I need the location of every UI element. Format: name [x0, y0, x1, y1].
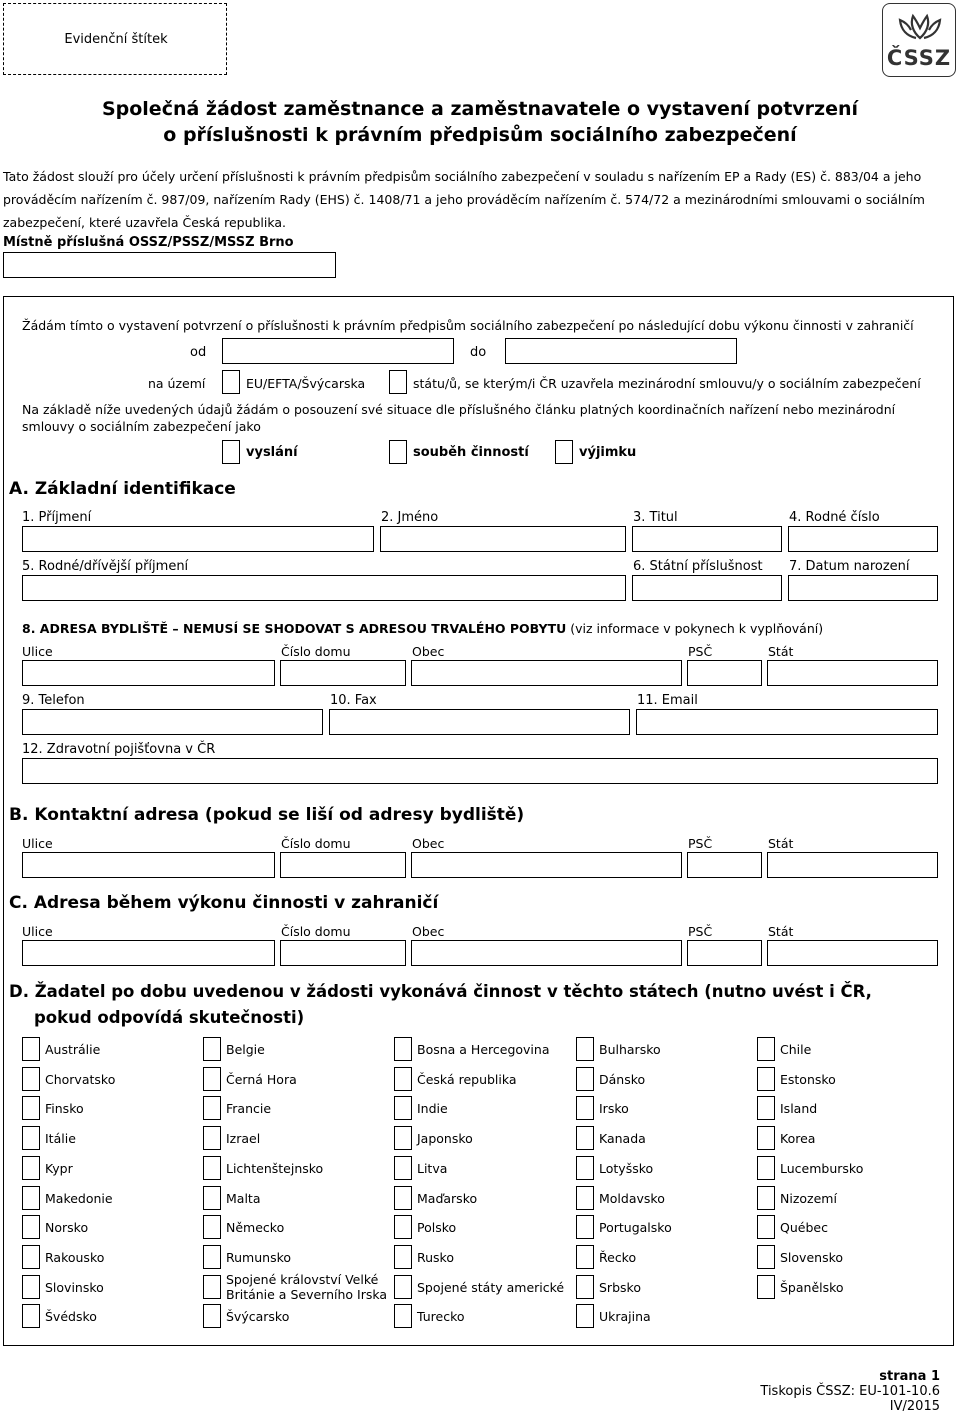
contact-street-label: Ulice [22, 836, 53, 851]
abroad-street-field[interactable] [22, 940, 275, 966]
residence-zip-label: PSČ [688, 644, 713, 659]
country-label: Norsko [45, 1220, 89, 1236]
fax-label: 10. Fax [330, 693, 377, 708]
country-label: Indie [417, 1101, 448, 1117]
surname-label: 1. Příjmení [22, 510, 92, 525]
country-label: Kanada [599, 1131, 646, 1147]
country-label: Řecko [599, 1249, 637, 1265]
country-label: Černá Hora [226, 1071, 297, 1087]
intro-text [3, 165, 953, 234]
residence-heading-note: (viz informace v pokynech k vyplňování) [566, 621, 824, 636]
country-label: Moldavsko [599, 1190, 665, 1206]
country-checkbox[interactable] [757, 1215, 775, 1239]
phone-label: 9. Telefon [22, 693, 85, 708]
contact-city-label: Obec [412, 836, 445, 851]
country-label: Austrálie [45, 1042, 101, 1057]
country-label: Itálie [45, 1131, 76, 1147]
country-label: Kypr [45, 1160, 73, 1176]
office-label: Místně příslušná OSSZ/PSSZ/MSSZ Brno [3, 235, 294, 250]
title-field[interactable] [632, 526, 782, 552]
contact-state-label: Stát [768, 836, 794, 851]
country-label: Slovinsko [45, 1279, 104, 1295]
country-checkbox[interactable] [22, 1275, 40, 1299]
abroad-house-field[interactable] [280, 940, 406, 966]
to-date-field[interactable] [505, 338, 737, 364]
country-checkbox[interactable] [576, 1275, 594, 1299]
page-number: strana 1 [879, 1369, 940, 1384]
form-title [0, 96, 960, 148]
country-checkbox[interactable] [203, 1156, 221, 1180]
country-checkbox[interactable] [757, 1275, 775, 1299]
country-checkbox[interactable] [22, 1215, 40, 1239]
country-label: Korea [780, 1131, 816, 1147]
office-field[interactable] [3, 252, 336, 278]
request-text: Žádám tímto o vystavení potvrzení o příslušnosti k právním předpisům sociálního zabezpečení po následující dobu výkonu činnosti v zahraničí [22, 318, 914, 333]
title-line1: Společná žádost zaměstnance a zaměstnavatele o vystavení potvrzení [101, 98, 859, 120]
country-checkbox[interactable] [757, 1156, 775, 1180]
country-checkbox[interactable] [203, 1186, 221, 1210]
country-checkbox[interactable] [576, 1156, 594, 1180]
country-checkbox[interactable] [203, 1037, 221, 1061]
country-checkbox[interactable] [757, 1126, 775, 1150]
country-label: Nizozemí [780, 1190, 837, 1206]
fax-field[interactable] [329, 709, 630, 735]
basis-line1: Na základě níže uvedených údajů žádám o posouzení své situace dle příslušného článku platných koordinačních nařízení nebo mezinárodní [22, 402, 896, 417]
country-label: Finsko [45, 1101, 84, 1117]
country-checkbox[interactable] [394, 1096, 412, 1120]
abroad-city-label: Obec [412, 924, 445, 939]
territory-eu-label: EU/EFTA/Švýcarska [246, 376, 366, 391]
country-checkbox[interactable] [757, 1037, 775, 1061]
country-checkbox[interactable] [22, 1037, 40, 1061]
country-label: Chile [780, 1042, 812, 1057]
section-b-heading: B. Kontaktní adresa (pokud se liší od adresy bydliště) [9, 805, 525, 825]
country-label: Švýcarsko [226, 1309, 290, 1325]
sticker-box [3, 3, 227, 75]
country-checkbox[interactable] [203, 1067, 221, 1091]
country-label: Slovensko [780, 1249, 844, 1265]
basis-line2: smlouvy o sociálním zabezpečení jako [22, 419, 261, 434]
country-checkbox[interactable] [757, 1245, 775, 1269]
country-checkbox[interactable] [757, 1186, 775, 1210]
intro-line3: zabezpečení, které uzavřela Česká republika. [3, 215, 287, 230]
email-field[interactable] [636, 709, 938, 735]
country-label: Lotyšsko [599, 1160, 654, 1176]
nationality-label: 6. Státní příslušnost [633, 559, 763, 574]
country-label: Rakousko [45, 1249, 105, 1265]
country-label: Lucembursko [780, 1160, 864, 1176]
residence-state-field[interactable] [767, 660, 938, 686]
country-label: Srbsko [599, 1279, 641, 1295]
country-label: Turecko [417, 1309, 465, 1325]
country-label: Québec [780, 1220, 828, 1236]
form-version: IV/2015 [889, 1399, 940, 1414]
first-name-field[interactable] [380, 526, 626, 552]
territory-treaty-checkbox[interactable] [389, 370, 407, 394]
surname-field[interactable] [22, 526, 374, 552]
abroad-state-label: Stát [768, 924, 794, 939]
posting-label: vyslání [246, 445, 298, 460]
title-label: 3. Titul [633, 510, 678, 525]
country-checkbox[interactable] [576, 1126, 594, 1150]
residence-city-field[interactable] [411, 660, 682, 686]
country-checkbox[interactable] [22, 1067, 40, 1091]
country-label: Česká republika [417, 1071, 517, 1087]
abroad-house-label: Číslo domu [281, 924, 351, 939]
country-checkbox[interactable] [203, 1304, 221, 1328]
email-label: 11. Email [637, 693, 698, 708]
country-checkbox[interactable] [394, 1304, 412, 1328]
country-checkbox[interactable] [394, 1037, 412, 1061]
country-checkbox[interactable] [203, 1245, 221, 1269]
country-checkbox[interactable] [576, 1067, 594, 1091]
sticker-label: Evidenční štítek [64, 32, 168, 47]
country-label: Polsko [417, 1220, 457, 1236]
country-checkbox[interactable] [394, 1245, 412, 1269]
country-checkbox[interactable] [576, 1186, 594, 1210]
insurer-label: 12. Zdravotní pojišťovna v ČR [22, 742, 216, 757]
country-label: Japonsko [417, 1131, 473, 1147]
territory-label: na území [148, 376, 206, 391]
exception-label: výjimku [579, 445, 637, 460]
country-label: Německo [226, 1220, 285, 1236]
abroad-zip-field[interactable] [687, 940, 762, 966]
country-label: Lichtenštejnsko [226, 1160, 324, 1176]
section-d-heading-line2: pokud odpovídá skutečnosti) [34, 1008, 305, 1027]
cssz-logo [882, 3, 956, 77]
country-checkbox[interactable] [22, 1096, 40, 1120]
country-label: Irsko [599, 1101, 629, 1117]
country-checkbox[interactable] [394, 1126, 412, 1150]
country-label: Izrael [226, 1131, 261, 1147]
country-label: Portugalsko [599, 1220, 672, 1236]
country-checkbox[interactable] [576, 1215, 594, 1239]
country-checkbox[interactable] [394, 1186, 412, 1210]
residence-city-label: Obec [412, 644, 445, 659]
country-checkbox[interactable] [203, 1126, 221, 1150]
country-checkbox[interactable] [576, 1304, 594, 1328]
country-label: Bulharsko [599, 1042, 661, 1057]
abroad-street-label: Ulice [22, 924, 53, 939]
country-checkbox[interactable] [757, 1067, 775, 1091]
logo-text: ČSSZ [886, 46, 952, 70]
country-label: Maďarsko [417, 1190, 478, 1206]
contact-zip-field[interactable] [687, 852, 762, 878]
residence-zip-field[interactable] [687, 660, 762, 686]
multi-activity-checkbox[interactable] [389, 440, 407, 464]
phone-field[interactable] [22, 709, 323, 735]
country-checkbox[interactable] [576, 1096, 594, 1120]
country-checkbox[interactable] [22, 1186, 40, 1210]
tulip-logo-icon [883, 8, 957, 48]
posting-checkbox[interactable] [222, 440, 240, 464]
country-label: Estonsko [780, 1071, 836, 1087]
abroad-city-field[interactable] [411, 940, 682, 966]
country-label: Belgie [226, 1042, 265, 1057]
country-checkbox[interactable] [22, 1304, 40, 1328]
country-label: Spojené státy americké [417, 1279, 565, 1295]
country-label: Ukrajina [599, 1309, 651, 1325]
country-label: Rumunsko [226, 1249, 292, 1265]
country-checkbox[interactable] [757, 1096, 775, 1120]
country-checkbox[interactable] [203, 1215, 221, 1239]
country-label: Švédsko [45, 1309, 97, 1325]
contact-zip-label: PSČ [688, 836, 713, 851]
country-checkbox[interactable] [394, 1215, 412, 1239]
country-label: Francie [226, 1101, 272, 1117]
residence-house-field[interactable] [280, 660, 406, 686]
country-checkbox[interactable] [394, 1275, 412, 1299]
birth-surname-label: 5. Rodné/dřívější příjmení [22, 559, 189, 574]
from-date-field[interactable] [222, 338, 454, 364]
section-d-heading-line1: D. Žadatel po dobu uvedenou v žádosti vykonává činnost v těchto státech (nutno uvést i ČR, [9, 982, 872, 1001]
country-label: Litva [417, 1160, 448, 1176]
residence-street-label: Ulice [22, 644, 53, 659]
birth-date-field[interactable] [788, 575, 938, 601]
section-c-heading: C. Adresa během výkonu činnosti v zahraničí [9, 893, 439, 913]
first-name-label: 2. Jméno [381, 510, 439, 525]
birth-number-label: 4. Rodné číslo [789, 510, 880, 525]
intro-line1: Tato žádost slouží pro účely určení příslušnosti k právním předpisům sociálního zabezpečení v souladu s nařízením EP a Rady (ES) č. 883/04 a jeho [3, 169, 922, 184]
contact-city-field[interactable] [411, 852, 682, 878]
residence-heading [22, 621, 823, 636]
territory-eu-checkbox[interactable] [222, 370, 240, 394]
country-checkbox[interactable] [576, 1245, 594, 1269]
country-checkbox[interactable] [394, 1156, 412, 1180]
contact-state-field[interactable] [767, 852, 938, 878]
residence-house-label: Číslo domu [281, 644, 351, 659]
nationality-field[interactable] [632, 575, 782, 601]
country-checkbox[interactable] [203, 1275, 221, 1299]
country-label: Španělsko [780, 1279, 844, 1295]
contact-house-field[interactable] [280, 852, 406, 878]
exception-checkbox[interactable] [555, 440, 573, 464]
country-label: Chorvatsko [45, 1071, 116, 1087]
to-label: do [470, 345, 487, 360]
abroad-zip-label: PSČ [688, 924, 713, 939]
intro-line2: prováděcím nařízením č. 987/09, nařízením Rady (EHS) č. 1408/71 a jeho prováděcím nařízením č. 574/72 a mezinárodními smlouvami o sociálním [3, 192, 925, 207]
country-label: Malta [226, 1190, 261, 1206]
residence-heading-bold: 8. ADRESA BYDLIŠTĚ – NEMUSÍ SE SHODOVAT S ADRESOU TRVALÉHO POBYTU [22, 621, 567, 636]
territory-treaty-label: státu/ů, se kterým/i ČR uzavřela mezinárodní smlouvu/y o sociálním zabezpečení [413, 376, 921, 391]
country-label: Bosna a Hercegovina [417, 1042, 550, 1057]
country-label: Dánsko [599, 1071, 646, 1087]
country-label: Spojené království Velké Británie a Severního Irska [226, 1271, 388, 1302]
form-number: Tiskopis ČSSZ: EU-101-10.6 [760, 1384, 940, 1399]
country-checkbox[interactable] [22, 1126, 40, 1150]
country-label: Island [780, 1101, 818, 1117]
birth-surname-field[interactable] [22, 575, 626, 601]
insurer-field[interactable] [22, 758, 938, 784]
birth-number-field[interactable] [788, 526, 938, 552]
residence-state-label: Stát [768, 644, 794, 659]
country-checkbox[interactable] [576, 1037, 594, 1061]
country-checkbox[interactable] [203, 1096, 221, 1120]
title-line2: o příslušnosti k právním předpisům sociálního zabezpečení [163, 124, 797, 146]
from-label: od [190, 345, 207, 360]
abroad-state-field[interactable] [767, 940, 938, 966]
country-checkbox[interactable] [22, 1156, 40, 1180]
multi-activity-label: souběh činností [413, 445, 529, 460]
contact-street-field[interactable] [22, 852, 275, 878]
country-label: Rusko [417, 1249, 454, 1265]
country-label: Makedonie [45, 1190, 113, 1206]
residence-street-field[interactable] [22, 660, 275, 686]
country-checkbox[interactable] [394, 1067, 412, 1091]
birth-date-label: 7. Datum narození [789, 559, 910, 574]
contact-house-label: Číslo domu [281, 836, 351, 851]
country-checkbox[interactable] [22, 1245, 40, 1269]
section-a-heading: A. Základní identifikace [9, 479, 236, 499]
